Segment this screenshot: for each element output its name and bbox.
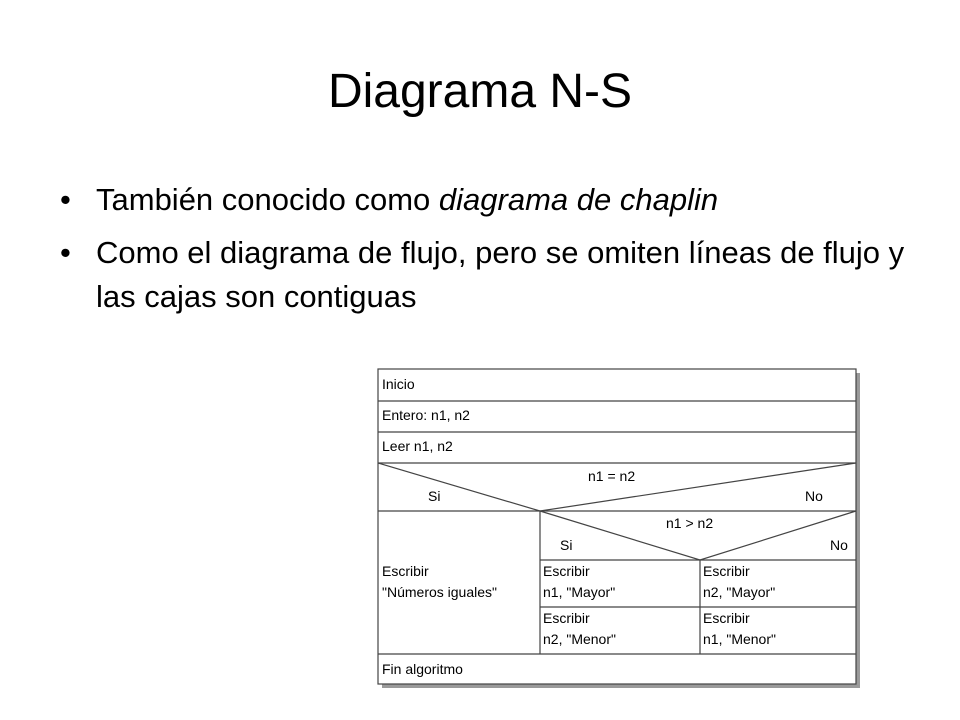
slide-title: Diagrama N-S	[327, 65, 633, 118]
cond2-no-label: No	[830, 537, 848, 553]
iguales-line2: "Números iguales"	[382, 584, 497, 600]
no-mayor-line1: Escribir	[703, 563, 750, 579]
cond1-no-label: No	[805, 488, 823, 504]
bullet-icon: •	[60, 235, 71, 270]
block-leer: Leer n1, n2	[382, 438, 453, 454]
bullet-item-1	[60, 178, 920, 222]
block-entero: Entero: n1, n2	[382, 407, 470, 423]
no-menor-line2: n1, "Menor"	[703, 631, 776, 647]
bullet-1-emphasis: diagrama de chaplin	[438, 182, 719, 217]
bullet-item-2	[60, 231, 920, 319]
block-inicio: Inicio	[382, 376, 415, 392]
cond2-si-label: Si	[560, 537, 573, 553]
si-mayor-line2: n1, "Mayor"	[543, 584, 616, 600]
bullet-1-text: También conocido como	[96, 182, 439, 217]
no-mayor-line2: n2, "Mayor"	[703, 584, 776, 600]
bullet-2-text: Como el diagrama de flujo, pero se omiten líneas de flujo y las cajas son contiguas	[96, 235, 905, 314]
si-menor-line1: Escribir	[543, 610, 590, 626]
si-menor-line2: n2, "Menor"	[543, 631, 616, 647]
si-mayor-line1: Escribir	[543, 563, 590, 579]
cond2-label: n1 > n2	[666, 515, 714, 531]
block-fin: Fin algoritmo	[382, 661, 463, 677]
no-menor-line1: Escribir	[703, 610, 750, 626]
bullet-list	[60, 178, 920, 328]
iguales-line1: Escribir	[382, 563, 429, 579]
bullet-icon: •	[60, 182, 71, 217]
cond1-label: n1 = n2	[588, 468, 636, 484]
ns-diagram	[370, 361, 868, 693]
cond1-si-label: Si	[428, 488, 441, 504]
